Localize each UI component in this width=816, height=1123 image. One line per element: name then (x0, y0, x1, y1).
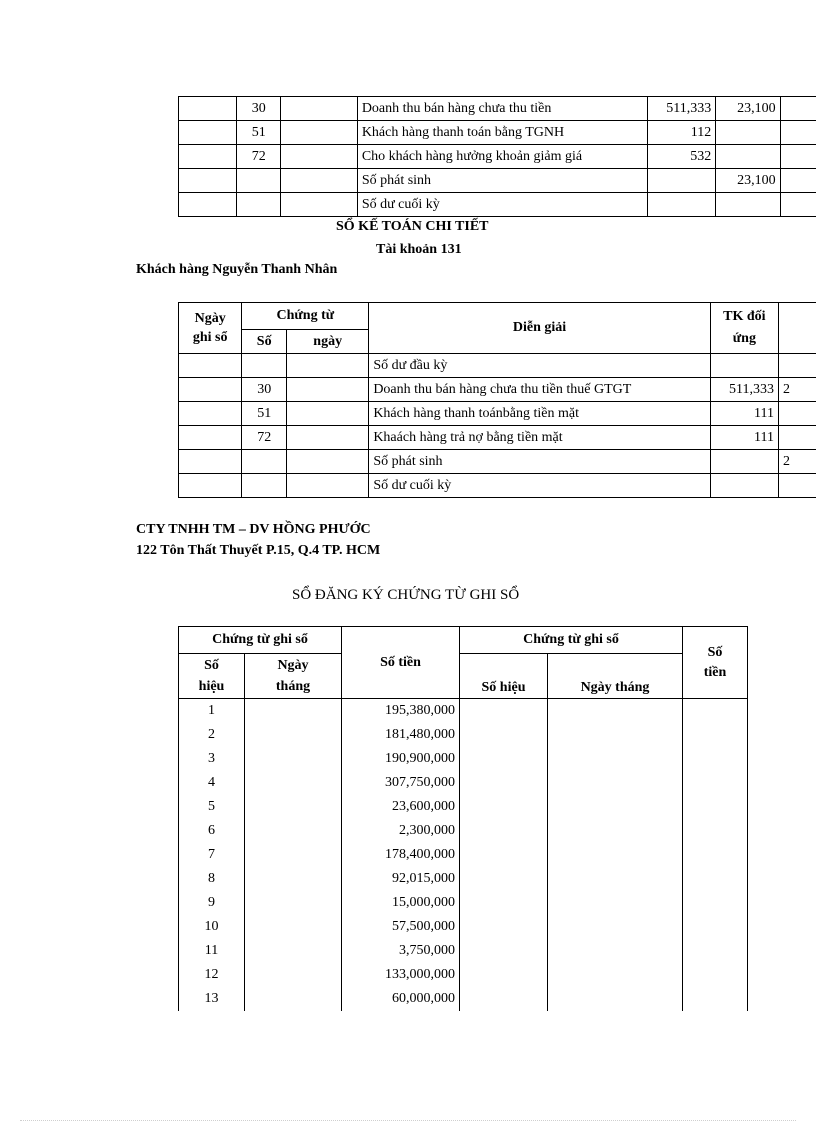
cell-so-hieu-right (460, 939, 548, 963)
table-row (179, 474, 816, 498)
header-ngay: ngày (287, 330, 369, 354)
header-ngay-thang: Ngày tháng (245, 654, 342, 699)
cell-ngay (287, 426, 369, 450)
customer-ledger-table (178, 302, 816, 498)
cell-tk-doi-ung (710, 450, 778, 474)
cell-no (716, 193, 780, 217)
table-row (179, 193, 816, 217)
cell-ngay-thang (245, 939, 342, 963)
cell-so (237, 169, 281, 193)
cell-ngay-thang-right (548, 963, 683, 987)
cell-so-tien: 57,500,000 (342, 915, 460, 939)
cell-ngay-ghi-so (179, 474, 242, 498)
table-row (179, 402, 816, 426)
cell-so-tien: 190,900,000 (342, 747, 460, 771)
cell-ngay-thang (245, 963, 342, 987)
cell-ngay-thang (245, 843, 342, 867)
cell-so-tien-right (683, 699, 748, 724)
cell-so-tien-right (683, 891, 748, 915)
cell-so-tien: 2,300,000 (342, 819, 460, 843)
cell-ngay-thang (245, 915, 342, 939)
table-row (179, 354, 816, 378)
cell-ngay (281, 169, 358, 193)
cell-ngay-thang (245, 891, 342, 915)
cell-ngay (281, 97, 358, 121)
cell-ngay-thang-right (548, 939, 683, 963)
cell-ngay-thang (245, 699, 342, 724)
cell-tk-doi-ung: 111 (710, 426, 778, 450)
cell-ngay-thang-right (548, 819, 683, 843)
cell-ngay-thang (245, 747, 342, 771)
cell-so-tien-right (683, 795, 748, 819)
cell-value (779, 354, 816, 378)
table-row (179, 891, 748, 915)
cell-tk-doi-ung (710, 354, 778, 378)
cell-dien-giai: Cho khách hàng hưởng khoản giảm giá (357, 145, 648, 169)
table-row (179, 723, 748, 747)
cell-no (716, 145, 780, 169)
cell-value: 2 (779, 450, 816, 474)
table-row (179, 97, 816, 121)
cell-ngay-thang (245, 771, 342, 795)
cell-no: 23,100 (716, 169, 780, 193)
cell-so-hieu: 6 (179, 819, 245, 843)
cell-ngay-ghi-so (179, 121, 237, 145)
cell-cut (780, 97, 816, 121)
cell-so-tien-right (683, 819, 748, 843)
cell-so-tien-right (683, 963, 748, 987)
cell-cut (780, 121, 816, 145)
cell-so: 72 (237, 145, 281, 169)
header-dien-giai: Diễn giải (369, 303, 710, 354)
cell-so-hieu: 10 (179, 915, 245, 939)
cell-so-tien: 60,000,000 (342, 987, 460, 1011)
cell-so (237, 193, 281, 217)
register-title: SỔ ĐĂNG KÝ CHỨNG TỪ GHI SỔ (292, 587, 520, 603)
cell-so-tien-right (683, 843, 748, 867)
cell-dien-giai: Số phát sinh (369, 450, 710, 474)
cell-ngay-thang (245, 819, 342, 843)
cell-so-tien-right (683, 723, 748, 747)
cell-ngay-ghi-so (179, 169, 237, 193)
ledger-customer: Khách hàng Nguyễn Thanh Nhân (136, 262, 338, 277)
cell-so-hieu: 7 (179, 843, 245, 867)
table-row (179, 843, 748, 867)
cell-so-hieu-right (460, 819, 548, 843)
cell-so: 30 (237, 97, 281, 121)
table-row (179, 939, 748, 963)
cell-ngay-ghi-so (179, 97, 237, 121)
table-row (179, 867, 748, 891)
cell-ngay-thang (245, 795, 342, 819)
company-address: 122 Tôn Thất Thuyết P.15, Q.4 TP. HCM (136, 543, 381, 558)
company-name: CTY TNHH TM – DV HỒNG PHƯỚC (136, 522, 371, 537)
cell-ngay-thang-right (548, 891, 683, 915)
header-so-hieu: Số hiệu (179, 654, 245, 699)
cell-so-tien: 178,400,000 (342, 843, 460, 867)
cell-ngay-thang-right (548, 723, 683, 747)
table-row (179, 819, 748, 843)
cell-dien-giai: Số dư cuối kỳ (369, 474, 710, 498)
cell-ngay-thang-right (548, 699, 683, 724)
cell-so-tien: 92,015,000 (342, 867, 460, 891)
cell-cut (780, 193, 816, 217)
cell-so-hieu-right (460, 843, 548, 867)
table-row (179, 771, 748, 795)
header-so: Số (242, 330, 287, 354)
cell-so-hieu-right (460, 795, 548, 819)
cell-tk-doi-ung: 511,333 (648, 97, 716, 121)
cell-tk-doi-ung: 532 (648, 145, 716, 169)
header-so-hieu-right: Số hiệu (460, 654, 548, 699)
table-row (179, 747, 748, 771)
cell-ngay (281, 121, 358, 145)
header-ngay-ghi-so: Ngày ghi sổ (179, 303, 242, 354)
cell-so-tien-right (683, 867, 748, 891)
cell-so-hieu: 11 (179, 939, 245, 963)
cell-so (242, 354, 287, 378)
cell-so-hieu: 5 (179, 795, 245, 819)
cell-so: 51 (237, 121, 281, 145)
cell-tk-doi-ung: 511,333 (710, 378, 778, 402)
cell-ngay-thang (245, 987, 342, 1011)
cell-ngay-thang-right (548, 987, 683, 1011)
cell-so-tien-right (683, 987, 748, 1011)
cell-dien-giai: Doanh thu bán hàng chưa thu tiền (357, 97, 648, 121)
cell-so-tien: 307,750,000 (342, 771, 460, 795)
ledger-table-previous (178, 96, 816, 217)
cell-tk-doi-ung: 111 (710, 402, 778, 426)
cell-ngay-thang (245, 867, 342, 891)
header-group-right: Chứng từ ghi sổ (460, 627, 683, 654)
cell-no: 23,100 (716, 97, 780, 121)
cell-so-tien-right (683, 747, 748, 771)
table-row (179, 963, 748, 987)
ledger-account: Tài khoản 131 (376, 242, 462, 257)
cell-tk-doi-ung (648, 169, 716, 193)
table-row (179, 121, 816, 145)
cell-tk-doi-ung (648, 193, 716, 217)
cell-so: 72 (242, 426, 287, 450)
cell-so-hieu: 2 (179, 723, 245, 747)
cell-so (242, 474, 287, 498)
table-row (179, 145, 816, 169)
header-chung-tu: Chứng từ (242, 303, 369, 330)
table-row (179, 699, 748, 724)
cell-ngay-ghi-so (179, 426, 242, 450)
table-row (179, 426, 816, 450)
cell-ngay-thang-right (548, 771, 683, 795)
ledger-title: SỔ KẾ TOÁN CHI TIẾT (336, 219, 489, 234)
cell-ngay (287, 378, 369, 402)
cell-dien-giai: Số phát sinh (357, 169, 648, 193)
cell-so-tien-right (683, 939, 748, 963)
cell-ngay-thang-right (548, 867, 683, 891)
cell-ngay-thang-right (548, 843, 683, 867)
cell-ngay-ghi-so (179, 450, 242, 474)
cell-ngay-thang-right (548, 747, 683, 771)
cell-so-tien: 133,000,000 (342, 963, 460, 987)
table-row (179, 795, 748, 819)
cell-ngay-ghi-so (179, 193, 237, 217)
cell-so-tien-right (683, 915, 748, 939)
cell-ngay-ghi-so (179, 402, 242, 426)
header-group-left: Chứng từ ghi sổ (179, 627, 342, 654)
cell-so-tien: 195,380,000 (342, 699, 460, 724)
cell-ngay (287, 450, 369, 474)
header-tk-doi-ung: TK đối ứng (710, 303, 778, 354)
cell-dien-giai: Khách hàng thanh toán bằng TGNH (357, 121, 648, 145)
cell-so-hieu-right (460, 963, 548, 987)
cell-value (779, 402, 816, 426)
cell-so-hieu-right (460, 867, 548, 891)
cell-cut (780, 169, 816, 193)
cell-so-hieu: 3 (179, 747, 245, 771)
cell-so-hieu: 12 (179, 963, 245, 987)
cell-so: 51 (242, 402, 287, 426)
cell-so-tien: 181,480,000 (342, 723, 460, 747)
header-so-tien-right: Số tiền (683, 627, 748, 699)
cell-so-tien: 15,000,000 (342, 891, 460, 915)
cell-dien-giai: Số dư đầu kỳ (369, 354, 710, 378)
table-row (179, 450, 816, 474)
cell-ngay (281, 193, 358, 217)
cell-so-hieu: 1 (179, 699, 245, 724)
header-ngay-thang-right: Ngày tháng (548, 654, 683, 699)
cell-ngay-thang-right (548, 915, 683, 939)
cell-cut (780, 145, 816, 169)
cell-so (242, 450, 287, 474)
cell-so-hieu: 8 (179, 867, 245, 891)
header-cut-column (779, 303, 816, 354)
cell-dien-giai: Khách hàng thanh toánbằng tiền mặt (369, 402, 710, 426)
cell-so: 30 (242, 378, 287, 402)
cell-dien-giai: Khaách hàng trả nợ bằng tiền mặt (369, 426, 710, 450)
cell-so-hieu: 13 (179, 987, 245, 1011)
cell-so-hieu-right (460, 723, 548, 747)
table-row (179, 987, 748, 1011)
cell-value (779, 426, 816, 450)
table-row (179, 169, 816, 193)
cell-ngay-ghi-so (179, 145, 237, 169)
cell-so-hieu-right (460, 987, 548, 1011)
cell-ngay (287, 402, 369, 426)
cell-so-hieu-right (460, 891, 548, 915)
cell-so-tien: 3,750,000 (342, 939, 460, 963)
cell-tk-doi-ung (710, 474, 778, 498)
cell-no (716, 121, 780, 145)
cell-ngay-ghi-so (179, 354, 242, 378)
page-footer-divider (20, 1120, 796, 1121)
cell-ngay-ghi-so (179, 378, 242, 402)
cell-ngay (287, 354, 369, 378)
cell-ngay-thang (245, 723, 342, 747)
cell-so-tien: 23,600,000 (342, 795, 460, 819)
table-row (179, 915, 748, 939)
cell-tk-doi-ung: 112 (648, 121, 716, 145)
cell-dien-giai: Doanh thu bán hàng chưa thu tiền thuế GTGT (369, 378, 710, 402)
cell-so-tien-right (683, 771, 748, 795)
cell-value: 2 (779, 378, 816, 402)
cell-so-hieu-right (460, 915, 548, 939)
cell-so-hieu: 9 (179, 891, 245, 915)
cell-so-hieu-right (460, 699, 548, 724)
header-so-tien: Số tiền (342, 627, 460, 699)
table-row (179, 378, 816, 402)
cell-so-hieu-right (460, 771, 548, 795)
cell-value (779, 474, 816, 498)
cell-so-hieu: 4 (179, 771, 245, 795)
cell-dien-giai: Số dư cuối kỳ (357, 193, 648, 217)
cell-ngay (287, 474, 369, 498)
cell-so-hieu-right (460, 747, 548, 771)
register-table (178, 626, 748, 1011)
cell-ngay (281, 145, 358, 169)
cell-ngay-thang-right (548, 795, 683, 819)
